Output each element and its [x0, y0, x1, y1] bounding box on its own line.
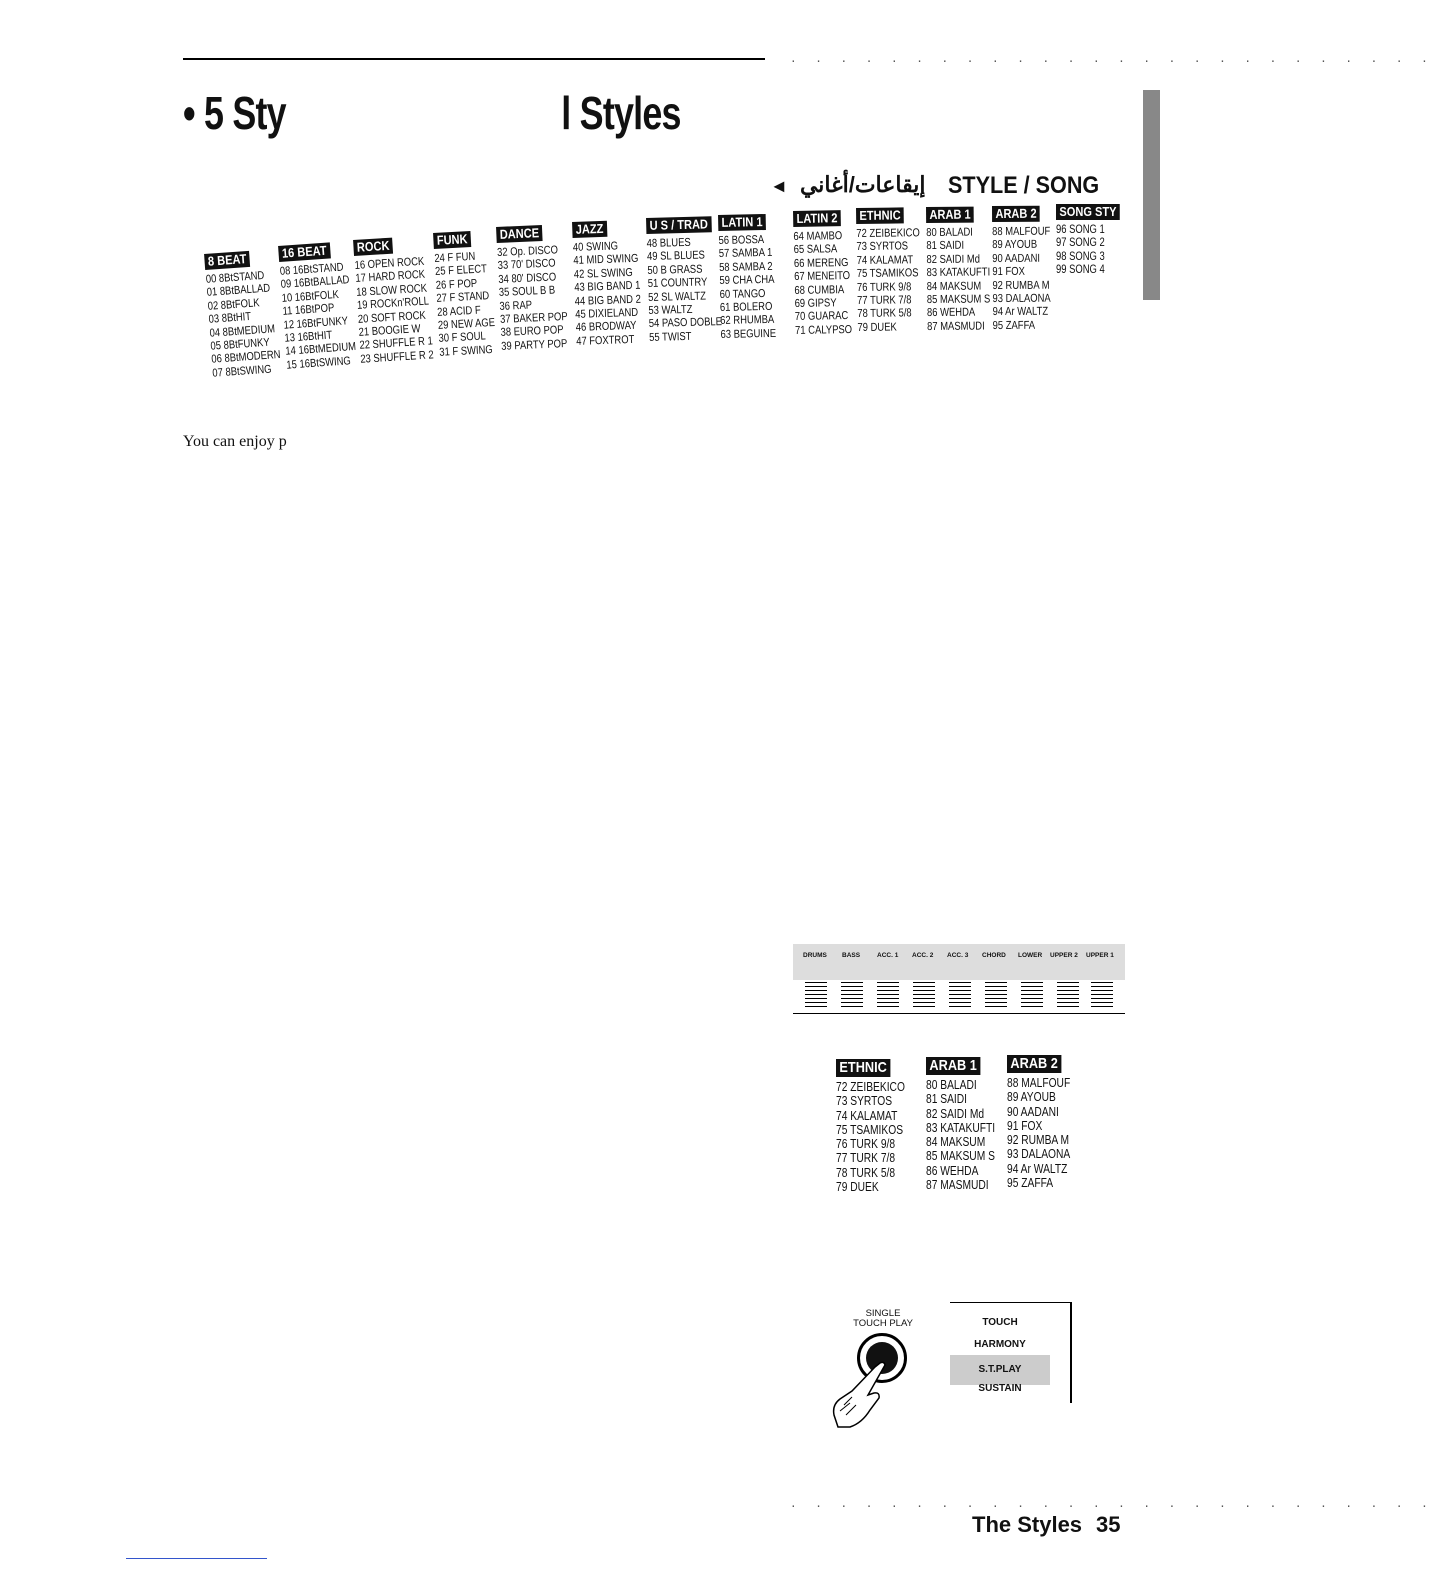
style-item: 12 16BtFUNKY: [283, 314, 349, 332]
style-item: 61 BOLERO: [719, 300, 773, 315]
style-item: 96 SONG 1: [1056, 224, 1105, 236]
mixer-fader[interactable]: [913, 982, 935, 1010]
style-item: 50 B GRASS: [647, 263, 703, 277]
detail-item: 85 MAKSUM S: [926, 1149, 995, 1164]
style-item: 87 MASMUDI: [927, 320, 985, 333]
style-item: 59 CHA CHA: [719, 274, 775, 288]
style-item: 23 SHUFFLE R 2: [360, 349, 434, 366]
page-number: 35: [1096, 1512, 1121, 1537]
style-item: 14 16BtMEDIUM: [285, 341, 357, 359]
style-item: 03 8BtHIT: [208, 311, 252, 327]
style-group-header: 16 BEAT: [278, 242, 330, 262]
style-item: 56 BOSSA: [718, 234, 765, 247]
detail-item: 73 SYRTOS: [836, 1094, 893, 1109]
detail-item: 93 DALAONA: [1007, 1147, 1071, 1162]
style-item: 40 SWING: [572, 240, 619, 254]
style-item: 24 F FUN: [434, 250, 476, 265]
style-item: 73 SYRTOS: [856, 240, 909, 254]
detail-item: 92 RUMBA M: [1007, 1133, 1070, 1148]
style-item: 27 F STAND: [436, 290, 490, 306]
top-rule: [183, 58, 765, 60]
detail-item: 88 MALFOUF: [1007, 1076, 1071, 1090]
style-item: 39 PARTY POP: [501, 337, 568, 353]
mixer-label-bar: [793, 944, 1125, 980]
dotted-rule-top: . . . . . . . . . . . . . . . . . . . . . . . . . .: [790, 52, 1434, 65]
style-list: [856, 227, 931, 335]
style-list: [573, 239, 650, 349]
style-item: 45 DIXIELAND: [575, 306, 639, 321]
footer-section: The Styles: [972, 1512, 1083, 1537]
single-touch-caption-line2: TOUCH PLAY: [853, 1318, 913, 1329]
style-item: 30 F SOUL: [438, 330, 487, 346]
style-item: 92 RUMBA M: [992, 279, 1050, 292]
detail-item: 90 AADANI: [1007, 1104, 1059, 1119]
style-item: 42 SL SWING: [573, 266, 633, 281]
style-item: 88 MALFOUF: [992, 225, 1051, 238]
detail-item: 95 ZAFFA: [1007, 1176, 1054, 1191]
style-item: 64 MAMBO: [793, 230, 843, 243]
style-panel: [196, 195, 1126, 395]
style-item: 28 ACID F: [436, 304, 481, 319]
detail-item: 86 WEHDA: [926, 1163, 979, 1178]
style-item: 71 CALYPSO: [795, 323, 853, 337]
detail-item: 81 SAIDI: [926, 1092, 968, 1107]
left-arrow-icon: ◄: [770, 176, 788, 196]
style-item: 09 16BtBALLAD: [280, 274, 350, 292]
style-item: 19 ROCKn'ROLL: [356, 295, 430, 313]
style-item: 93 DALAONA: [992, 292, 1051, 306]
style-item: 67 MENEITO: [794, 270, 851, 284]
style-item: 22 SHUFFLE R 1: [359, 335, 434, 353]
detail-item: 94 Ar WALTZ: [1007, 1161, 1068, 1176]
detail-item: 78 TURK 5/8: [836, 1165, 896, 1180]
style-list: [647, 236, 724, 345]
style-item: 82 SAIDI Md: [926, 253, 980, 266]
single-touch-caption: [850, 1309, 916, 1329]
menu-item[interactable]: S.T.PLAY: [950, 1355, 1050, 1385]
style-group-header: ETHNIC: [856, 207, 904, 224]
mixer-fader[interactable]: [841, 982, 863, 1010]
style-item: 66 MERENG: [793, 256, 849, 270]
single-touch-menu: [950, 1302, 1072, 1403]
style-item: 04 8BtMEDIUM: [209, 322, 276, 340]
style-item: 86 WEHDA: [926, 307, 976, 320]
style-item: 52 SL WALTZ: [647, 290, 707, 304]
style-item: 51 COUNTRY: [647, 276, 708, 291]
style-list: [354, 255, 434, 367]
mixer-fader[interactable]: [1021, 982, 1043, 1010]
style-item: 90 AADANI: [992, 252, 1041, 265]
detail-item: 79 DUEK: [836, 1180, 879, 1195]
style-group-header: FUNK: [433, 231, 471, 249]
style-list: [205, 269, 286, 381]
detail-group-header: ETHNIC: [836, 1059, 890, 1077]
style-item: 35 SOUL B B: [498, 284, 556, 300]
mixer-fader[interactable]: [949, 982, 971, 1010]
style-item: 89 AYOUB: [992, 239, 1038, 252]
detail-item: 82 SAIDI Md: [926, 1106, 985, 1121]
style-song-heading: STYLE / SONG: [948, 172, 1100, 199]
style-group-header: JAZZ: [572, 221, 607, 238]
style-item: 78 TURK 5/8: [857, 307, 912, 321]
style-item: 33 70' DISCO: [497, 257, 556, 273]
style-item: 47 FOXTROT: [576, 333, 635, 348]
detail-item: 72 ZEIBEKICO: [836, 1080, 905, 1094]
detail-list: [926, 1078, 1000, 1192]
style-group-header: LATIN 1: [718, 214, 766, 231]
style-item: 10 16BtFOLK: [281, 288, 340, 305]
style-item: 79 DUEK: [857, 321, 897, 334]
mixer-channel-label: LOWER: [1018, 952, 1043, 959]
detail-group: [926, 1057, 1016, 1192]
footer-link-line: [126, 1558, 267, 1559]
style-item: 85 MAKSUM S: [926, 293, 991, 307]
mixer-channel-label: UPPER 2: [1050, 952, 1078, 959]
detail-item: 84 MAKSUM: [926, 1135, 986, 1150]
detail-item: 77 TURK 7/8: [836, 1151, 896, 1166]
mixer-fader[interactable]: [877, 982, 899, 1010]
style-list: [1056, 224, 1130, 278]
style-group-header: 8 BEAT: [204, 251, 250, 270]
style-item: 05 8BtFUNKY: [210, 336, 271, 353]
style-item: 98 SONG 3: [1056, 250, 1105, 263]
mixer-channel-label: DRUMS: [803, 952, 827, 959]
mixer-channel-label: BASS: [842, 952, 861, 959]
mixer-base-line: [793, 1013, 1125, 1014]
detail-list: [1007, 1076, 1081, 1190]
detail-list: [836, 1080, 910, 1194]
detail-group: [1007, 1055, 1097, 1190]
mixer-panel: [793, 944, 1125, 1016]
page-footer: [972, 1512, 1121, 1538]
style-item: 20 SOFT ROCK: [357, 309, 427, 326]
style-item: 07 8BtSWING: [212, 363, 272, 380]
section-title-part2: l Styles: [561, 87, 681, 139]
style-list: [497, 244, 575, 354]
style-item: 37 BAKER POP: [499, 310, 568, 326]
mixer-fader[interactable]: [1057, 982, 1079, 1010]
section-title: [183, 86, 681, 140]
style-list: [926, 226, 1001, 334]
style-group-header: ARAB 1: [926, 207, 974, 223]
style-item: 81 SAIDI: [926, 240, 965, 253]
style-item: 80 BALADI: [926, 226, 973, 239]
style-item: 29 NEW AGE: [437, 316, 496, 332]
detail-item: 91 FOX: [1007, 1118, 1043, 1133]
style-item: 32 Op. DISCO: [496, 244, 559, 259]
style-item: 63 BEGUINE: [720, 327, 777, 341]
detail-item: 83 KATAKUFTI: [926, 1120, 996, 1135]
detail-item: 89 AYOUB: [1007, 1090, 1056, 1105]
style-item: 38 EURO POP: [500, 324, 564, 340]
style-item: 17 HARD ROCK: [355, 269, 426, 286]
style-item: 60 TANGO: [719, 287, 766, 301]
menu-item[interactable]: TOUCH: [982, 1317, 1018, 1328]
style-item: 02 8BtFOLK: [207, 297, 260, 313]
detail-item: 87 MASMUDI: [926, 1178, 989, 1193]
style-item: 84 MAKSUM: [926, 280, 982, 293]
style-item: 21 BOOGIE W: [358, 323, 421, 339]
menu-item[interactable]: SUSTAIN: [978, 1383, 1022, 1394]
style-item: 08 16BtSTAND: [279, 261, 344, 278]
style-group-header: U S / TRAD: [646, 216, 712, 234]
style-item: 53 WALTZ: [648, 303, 693, 317]
style-item: 54 PASO DOBLE: [648, 316, 723, 331]
style-list: [279, 261, 360, 373]
style-item: 36 RAP: [499, 299, 533, 313]
mixer-channel-label: CHORD: [982, 952, 1006, 959]
style-item: 75 TSAMIKOS: [856, 267, 919, 281]
style-item: 57 SAMBA 1: [718, 247, 773, 261]
style-item: 77 TURK 7/8: [857, 294, 912, 308]
style-group-header: DANCE: [496, 225, 543, 243]
style-item: 18 SLOW ROCK: [355, 282, 428, 299]
single-touch-caption-line1: SINGLE: [865, 1308, 901, 1319]
style-item: 94 Ar WALTZ: [992, 306, 1049, 319]
pointing-hand-icon: [830, 1355, 900, 1430]
section-title-part1: • 5 Sty: [183, 87, 286, 139]
style-item: 99 SONG 4: [1056, 264, 1105, 277]
style-item: 48 BLUES: [646, 236, 691, 250]
mixer-channel-label: ACC. 1: [877, 952, 899, 959]
style-item: 97 SONG 2: [1056, 237, 1105, 250]
detail-item: 74 KALAMAT: [836, 1108, 898, 1123]
mixer-channel-label: ACC. 3: [947, 952, 969, 959]
style-item: 11 16BtPOP: [282, 302, 335, 319]
style-group: [1056, 203, 1146, 278]
style-item: 95 ZAFFA: [992, 319, 1036, 332]
detail-group-header: ARAB 1: [926, 1057, 980, 1075]
mixer-fader[interactable]: [985, 982, 1007, 1010]
style-item: 31 F SWING: [439, 343, 494, 359]
style-item: 58 SAMBA 2: [719, 260, 773, 274]
style-list: [718, 233, 794, 342]
detail-style-panel: [836, 1055, 1096, 1195]
style-item: 25 F ELECT: [434, 263, 488, 279]
detail-group: [836, 1059, 926, 1194]
arabic-heading-text: إيقاعات/أغاني: [799, 172, 926, 197]
style-item: 55 TWIST: [649, 330, 692, 344]
detail-item: 80 BALADI: [926, 1078, 977, 1092]
detail-group-header: ARAB 2: [1007, 1055, 1061, 1073]
style-item: 62 RHUMBA: [720, 314, 775, 328]
style-item: 65 SALSA: [793, 243, 838, 257]
detail-item: 76 TURK 9/8: [836, 1137, 896, 1152]
style-item: 69 GIPSY: [794, 297, 837, 311]
mixer-fader[interactable]: [1091, 982, 1113, 1010]
detail-item: 75 TSAMIKOS: [836, 1122, 904, 1137]
style-group-header: LATIN 2: [793, 210, 841, 227]
style-group-header: SONG STY: [1056, 204, 1120, 220]
mixer-channel-label: UPPER 1: [1086, 952, 1114, 959]
mixer-channel-label: ACC. 2: [912, 952, 934, 959]
style-item: 34 80' DISCO: [498, 271, 557, 286]
style-item: 83 KATAKUFTI: [926, 266, 991, 280]
style-item: 74 KALAMAT: [856, 254, 914, 267]
style-item: 72 ZEIBEKICO: [856, 227, 920, 240]
style-item: 06 8BtMODERN: [211, 349, 281, 367]
style-item: 43 BIG BAND 1: [574, 279, 641, 295]
style-item: 70 GUARAC: [794, 310, 849, 324]
style-item: 16 OPEN ROCK: [354, 255, 425, 272]
style-item: 00 8BtSTAND: [205, 269, 265, 286]
menu-item[interactable]: HARMONY: [974, 1339, 1026, 1350]
style-item: 01 8BtBALLAD: [206, 282, 271, 300]
body-paragraph: You can enjoy p: [183, 433, 287, 450]
style-item: 46 BRODWAY: [575, 320, 637, 335]
dotted-rule-bottom: . . . . . . . . . . . . . . . . . . . . . . . . . .: [790, 1497, 1434, 1510]
style-group-header: ROCK: [353, 238, 393, 256]
style-item: 15 16BtSWING: [286, 355, 352, 372]
mixer-fader[interactable]: [805, 982, 827, 1010]
style-group-header: ARAB 2: [992, 206, 1040, 222]
style-item: 68 CUMBIA: [794, 283, 845, 297]
style-item: 49 SL BLUES: [646, 249, 706, 264]
style-item: 26 F POP: [435, 277, 478, 292]
style-item: 13 16BtHIT: [284, 329, 333, 345]
style-item: 91 FOX: [992, 266, 1025, 279]
style-item: 76 TURK 9/8: [856, 280, 912, 294]
style-item: 41 MID SWING: [573, 253, 639, 268]
style-item: 44 BIG BAND 2: [574, 293, 642, 308]
